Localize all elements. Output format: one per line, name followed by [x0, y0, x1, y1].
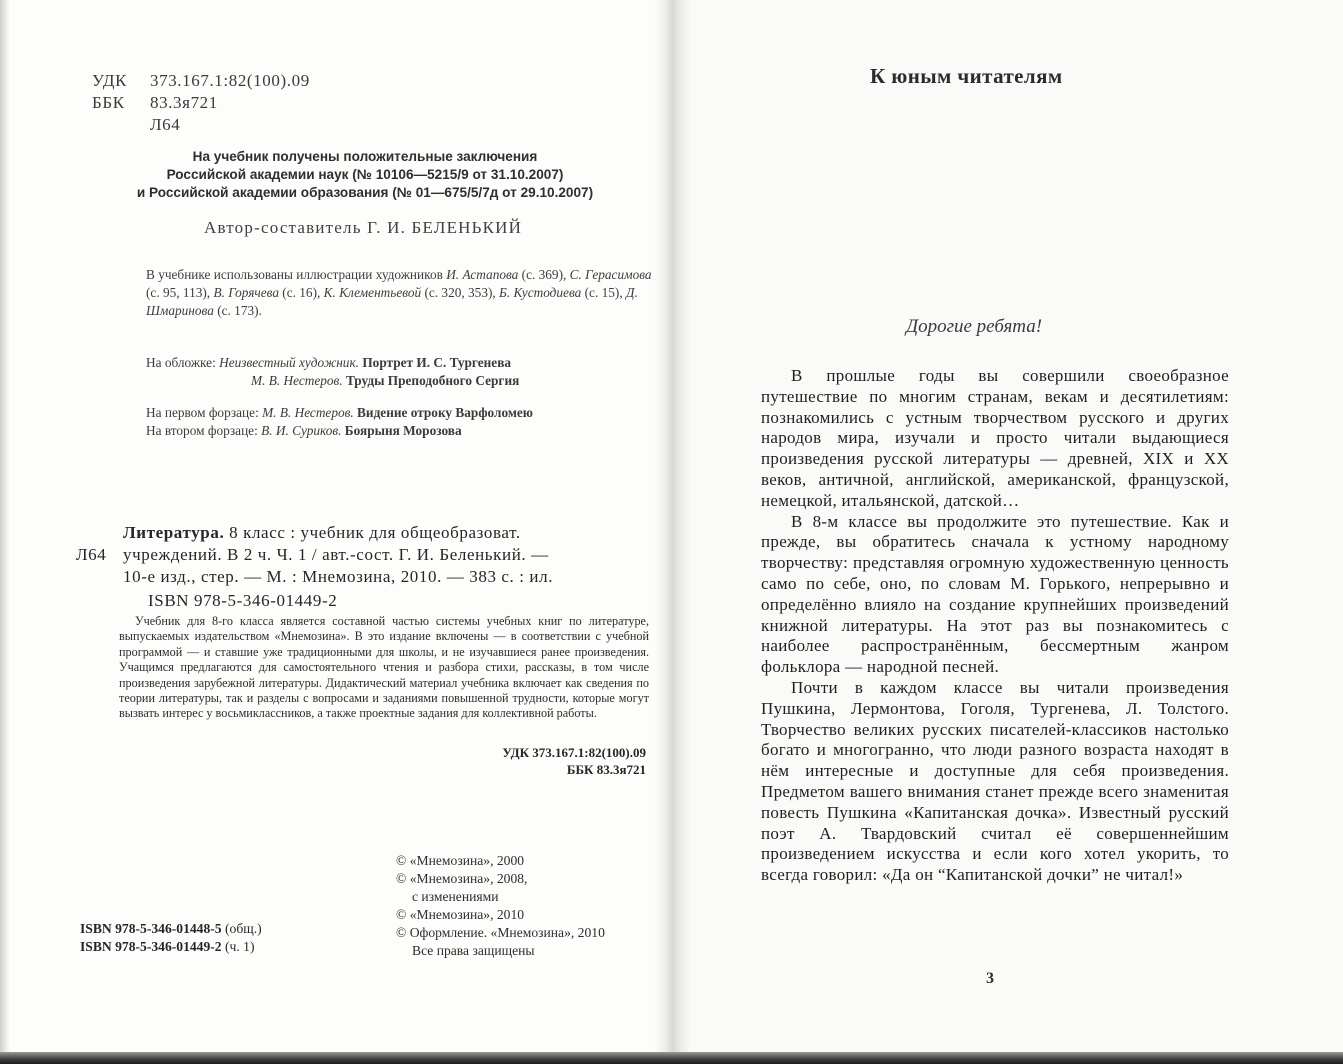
cover-work: Труды Преподобного Сергия — [342, 373, 520, 388]
artist-name: Б. Кустодиева — [499, 285, 582, 300]
endpaper-work: Видение отроку Варфоломею — [353, 405, 533, 420]
approval-notice — [60, 148, 670, 202]
isbn-number: ISBN 978-5-346-01449-2 — [80, 939, 222, 954]
copyright-block — [396, 852, 605, 960]
isbn-note: (общ.) — [221, 921, 262, 936]
isbn-note: (ч. 1) — [221, 939, 255, 954]
cover-artist: М. В. Нестеров. — [251, 373, 343, 388]
classification-footer — [360, 744, 646, 778]
bbk-footer: ББК 83.3я721 — [566, 762, 646, 777]
classification-block — [92, 70, 310, 136]
isbn-number: ISBN 978-5-346-01448-5 — [80, 921, 222, 936]
isbn-main: ISBN 978-5-346-01449-2 — [148, 591, 338, 610]
artist-name: В. Горячева — [213, 285, 279, 300]
approval-line: и Российской академии образования (№ 01—675/5/7д от 29.10.2007) — [136, 185, 594, 200]
scan-bottom-edge — [0, 1052, 1343, 1064]
bbk-value: 83.3я721 — [150, 93, 218, 112]
copyright-line: с изменениями — [412, 889, 499, 904]
paragraph: Почти в каждом классе вы читали произведения Пушкина, Лермонтова, Гоголя, Тургенева, Л. Толстого. Творчество великих русских писателей-классиков настолько богато и многогранно, что люди разного возраста находят в нём интересные и доступные для себя произведения. Предметом вашего внимания станет прежде всего знаменитая повесть Пушкина «Капитанская дочка». Известный русский поэт А. Твардовский считал её совершеннейшим произведением искусства и если кого хотел укорить, то всегда говорил: «Да он “Капитанской дочки” не читал!» — [761, 677, 1229, 885]
artist-name: И. Астапова — [446, 267, 519, 282]
endpaper-artist: В. И. Суриков. — [261, 423, 342, 438]
isbn-list — [80, 920, 262, 956]
author-line: Автор-составитель Г. И. БЕЛЕНЬКИЙ — [204, 218, 523, 237]
bbk-label: ББК — [92, 93, 125, 112]
udk-label: УДК — [92, 71, 128, 90]
cover-credit — [146, 354, 666, 390]
cover-label: На обложке: — [146, 355, 220, 370]
annotation-text: Учебник для 8-го класса является составной частью системы учебных книг по литературе, выпускаемых издательством «Мнемозина». В это издание включены — в соответствии с учебной программой — и ставшие уже традиционными для школы, и не изучавшиеся ранее произведения. Учащимся предлагаются для самостоятельного чтения и разбора стихи, рассказы, в том числе произведения зарубежной литературы. Дидактический материал учебника включает как сведения по теории литературы, так и разделы с вопросами и заданиями повышенной трудности, которые могут вызвать интерес у восьмиклассников, а также проектные задания для коллективной работы. — [119, 614, 649, 721]
biblio-code: Л64 — [76, 545, 107, 564]
approval-line: Российской академии наук (№ 10106—5215/9 от 31.10.2007) — [166, 167, 564, 182]
illustrations-credit: В учебнике использованы иллюстрации художников И. Астапова (с. 369), С. Герасимова (с. 95, 113), В. Горячева (с. 16), К. Клементьевой (с. 320, 353), Б. Кустодиева (с. 15), Д. Шмаринова (с. 173). — [146, 267, 652, 318]
book-title: Литература. — [123, 523, 225, 542]
approval-line: На учебник получены положительные заключения — [192, 149, 538, 164]
copyright-line: © «Мнемозина», 2008, — [396, 871, 528, 886]
copyright-line: © Оформление. «Мнемозина», 2010 — [396, 925, 605, 940]
artist-name: К. Клементьевой — [323, 285, 422, 300]
copyright-line: Все права защищены — [412, 943, 535, 958]
author-mark-row — [92, 114, 310, 136]
udk-value: 373.167.1:82(100).09 — [150, 71, 310, 90]
page-number: 3 — [986, 970, 994, 987]
artist-name: С. Герасимова — [569, 267, 652, 282]
cover-artist: Неизвестный художник. — [219, 355, 359, 370]
paragraph: В прошлые годы вы совершили своеобразное путешествие по многим странам, векам и десятилетиям: познакомились с устным творчеством русского и других народов мира, изучали и просто читали выдающиеся произведения русской литературы — древней, XIX и XX веков, античной, английской, американской, французской, немецкой, итальянской, датской… — [761, 366, 1229, 510]
artist-name: Д. Шмаринова — [146, 285, 638, 318]
bibliographic-record: Литература. 8 класс : учебник для общеобразоват. Л64 учреждений. В 2 ч. Ч. 1 / авт.-сост. Г. И. Беленький. — 10-е изд., стер. — М. : Мнемозина, 2010. — 383 с. : ил. — [76, 523, 554, 586]
page-title: К юным читателям — [870, 64, 1063, 88]
bbk-row — [92, 92, 310, 114]
endpaper-credit: На первом форзаце: М. В. Нестеров. Видение отроку Варфоломею На втором форзаце: В. И. Суриков. Боярыня Морозова — [146, 405, 533, 438]
copyright-line: © «Мнемозина», 2010 — [396, 907, 525, 922]
paragraph: В 8-м классе вы продолжите это путешествие. Как и прежде, вы обратитесь сначала к устному народному творчеству: представляя огромную художественную ценность само по себе, оно, по словам М. Горького, непрерывно и определённо влияло на создание крупнейших произведений книжной литературы. На этот раз вы познакомитесь с наиболее распространённым, бессмертным жанром фольклора — народной песней. — [761, 511, 1229, 677]
endpaper-artist: М. В. Нестеров. — [262, 405, 354, 420]
endpaper-work: Боярыня Морозова — [341, 423, 462, 438]
cover-work: Портрет И. С. Тургенева — [359, 355, 512, 370]
author-mark: Л64 — [150, 115, 181, 134]
udk-footer: УДК 373.167.1:82(100).09 — [502, 745, 646, 760]
copyright-line: © «Мнемозина», 2000 — [396, 853, 525, 868]
body-text — [761, 366, 1229, 886]
left-edge-shadow — [0, 0, 10, 1064]
udk-row — [92, 70, 310, 92]
greeting: Дорогие ребята! — [906, 316, 1043, 337]
